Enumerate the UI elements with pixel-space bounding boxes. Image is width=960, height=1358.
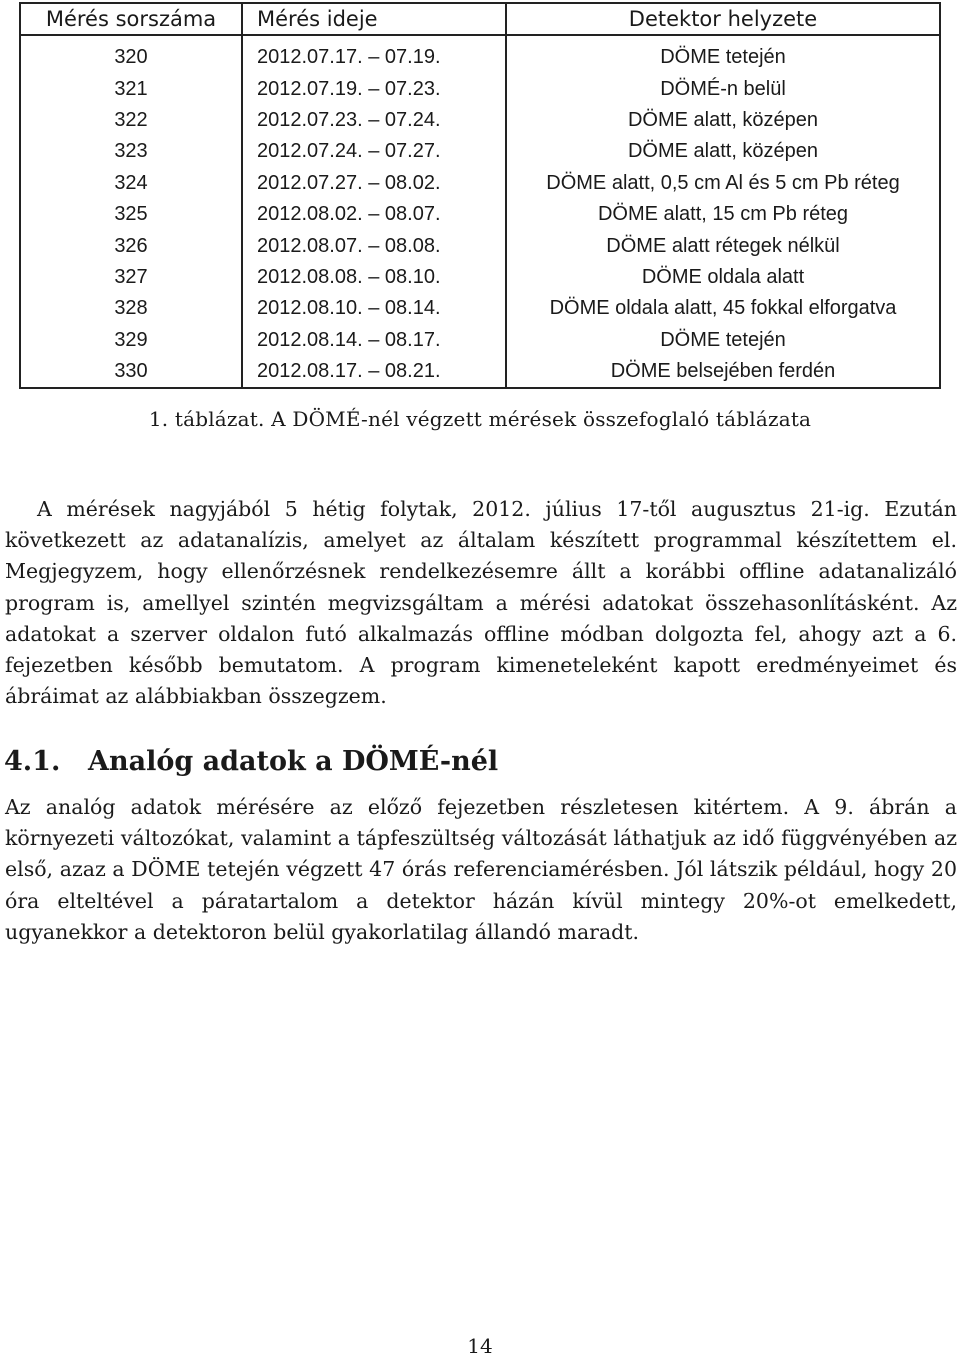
cell-measurement-number: 328 — [20, 293, 242, 324]
table-row — [20, 168, 940, 199]
cell-detector-position: DÖME alatt, 15 cm Pb réteg — [506, 199, 940, 230]
cell-measurement-time: 2012.08.02. – 08.07. — [242, 199, 506, 230]
cell-detector-position: DÖME tetején — [506, 325, 940, 356]
paragraph-text: Az analóg adatok mérésére az előző fejezetben részletesen kitértem. A 9. ábrán a környezeti változókat, valamint a tápfeszültség változását láthatjuk az idő függvényében az első, azaz a DÖME tetején végzett 47 órás referenciamérésben. Jól látszik például, hogy 20 óra elteltével a páratartalom a detektor házán kívül mintegy 20%-ot emelkedett, ugyanekkor a detektoron belül gyakorlatilag állandó maradt. — [5, 795, 957, 944]
cell-measurement-time: 2012.08.08. – 08.10. — [242, 262, 506, 293]
cell-measurement-number: 326 — [20, 230, 242, 261]
cell-measurement-time: 2012.07.17. – 07.19. — [242, 35, 506, 73]
cell-measurement-number: 321 — [20, 73, 242, 104]
paragraph-measurements-summary — [5, 494, 957, 712]
table-row — [20, 199, 940, 230]
cell-detector-position: DÖME oldala alatt, 45 fokkal elforgatva — [506, 293, 940, 324]
cell-detector-position: DÖME tetején — [506, 35, 940, 73]
cell-measurement-number: 325 — [20, 199, 242, 230]
cell-measurement-time: 2012.07.24. – 07.27. — [242, 136, 506, 167]
cell-detector-position: DÖME alatt rétegek nélkül — [506, 230, 940, 261]
cell-measurement-number: 324 — [20, 168, 242, 199]
paragraph-text: A mérések nagyjából 5 hétig folytak, 2012. július 17-től augusztus 21-ig. Ezután következett az adatanalízis, amelyet az általam készített programmal készítettem el. Megjegyzem, hogy ellenőrzésnek rendelkezésemre állt a korábbi offline adatanalizáló program is, amellyel szintén megvizsgáltam a mérési adatokat összehasonlításként. Az adatokat a szerver oldalon futó alkalmazás offline módban dolgozta fel, ahogy azt a 6. fejezetben később bemutatom. A program kimeneteleként kapott eredményeimet és ábráimat az alábbiakban összegzem. — [5, 497, 957, 709]
cell-detector-position: DÖME alatt, középen — [506, 105, 940, 136]
table-row — [20, 230, 940, 261]
page-number: 14 — [467, 1334, 493, 1358]
table-row — [20, 293, 940, 324]
cell-measurement-number: 329 — [20, 325, 242, 356]
cell-measurement-time: 2012.08.14. – 08.17. — [242, 325, 506, 356]
cell-measurement-time: 2012.08.17. – 08.21. — [242, 356, 506, 388]
section-number: 4.1. — [4, 746, 61, 777]
cell-measurement-number: 330 — [20, 356, 242, 388]
table-row — [20, 325, 940, 356]
section-heading — [4, 746, 498, 777]
cell-detector-position: DÖME belsejében ferdén — [506, 356, 940, 388]
column-header-measurement-time: Mérés ideje — [242, 3, 506, 35]
column-header-detector-position: Detektor helyzete — [506, 3, 940, 35]
cell-measurement-number: 320 — [20, 35, 242, 73]
cell-measurement-time: 2012.07.19. – 07.23. — [242, 73, 506, 104]
column-header-measurement-number: Mérés sorszáma — [20, 3, 242, 35]
table-body — [20, 35, 940, 388]
table-row — [20, 105, 940, 136]
cell-measurement-time: 2012.07.23. – 07.24. — [242, 105, 506, 136]
cell-measurement-time: 2012.07.27. – 08.02. — [242, 168, 506, 199]
cell-detector-position: DÖME oldala alatt — [506, 262, 940, 293]
table-row — [20, 35, 940, 73]
cell-measurement-number: 323 — [20, 136, 242, 167]
table-row — [20, 136, 940, 167]
cell-measurement-number: 322 — [20, 105, 242, 136]
measurements-table — [19, 2, 941, 389]
table-row — [20, 73, 940, 104]
cell-measurement-time: 2012.08.07. – 08.08. — [242, 230, 506, 261]
cell-detector-position: DÖME alatt, középen — [506, 136, 940, 167]
table-caption: 1. táblázat. A DÖMÉ-nél végzett mérések összefoglaló táblázata — [148, 407, 812, 431]
cell-measurement-number: 327 — [20, 262, 242, 293]
section-title: Analóg adatok a DÖMÉ-nél — [88, 746, 499, 777]
cell-measurement-time: 2012.08.10. – 08.14. — [242, 293, 506, 324]
table-row — [20, 262, 940, 293]
table-row — [20, 356, 940, 388]
table-header-row — [20, 3, 940, 35]
cell-detector-position: DÖMÉ-n belül — [506, 73, 940, 104]
paragraph-analog-data — [5, 792, 957, 948]
cell-detector-position: DÖME alatt, 0,5 cm Al és 5 cm Pb réteg — [506, 168, 940, 199]
